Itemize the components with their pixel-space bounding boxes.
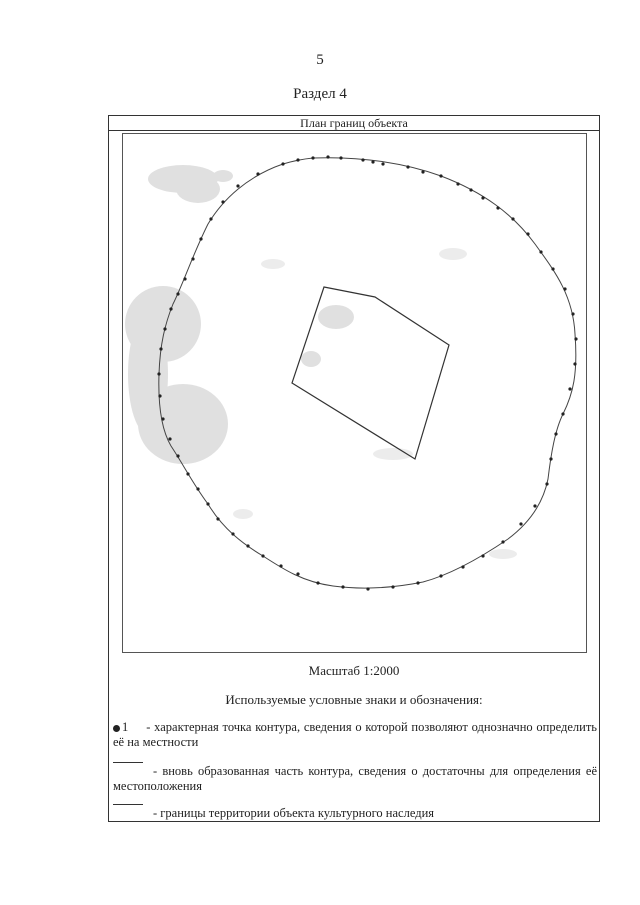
- territory-boundary-line: [159, 158, 576, 588]
- boundary-map: [122, 133, 587, 653]
- legend-symbol-label: 1: [122, 720, 129, 734]
- solid-line-icon: [113, 762, 143, 763]
- legend-item-text: - вновь образованная часть контура, сведения о достаточны для определения её местоположения: [113, 764, 597, 793]
- legend-item-heritage-boundary: [113, 806, 597, 821]
- map-background-shading: [125, 165, 354, 464]
- map-background-specks: [233, 248, 517, 559]
- point-marker-icon: [113, 725, 120, 732]
- page-number: 5: [316, 52, 324, 68]
- plan-title: План границ объекта: [109, 116, 599, 131]
- legend-item-text: - характерная точка контура, сведения о которой позволяют однозначно определить её на местности: [113, 720, 597, 749]
- legend-item-point: [113, 720, 597, 750]
- plan-frame: [108, 115, 600, 822]
- legend-heading: Используемые условные знаки и обозначения:: [225, 692, 483, 707]
- legend-item-text: - границы территории объекта культурного наследия: [153, 806, 435, 820]
- object-contour-line: [292, 287, 449, 459]
- section-title: Раздел 4: [293, 86, 347, 102]
- solid-line-icon: [113, 804, 143, 805]
- boundary-map-drawing: [123, 134, 587, 653]
- legend-item-new-contour: [113, 764, 597, 794]
- scale-label: Масштаб 1:2000: [308, 663, 400, 678]
